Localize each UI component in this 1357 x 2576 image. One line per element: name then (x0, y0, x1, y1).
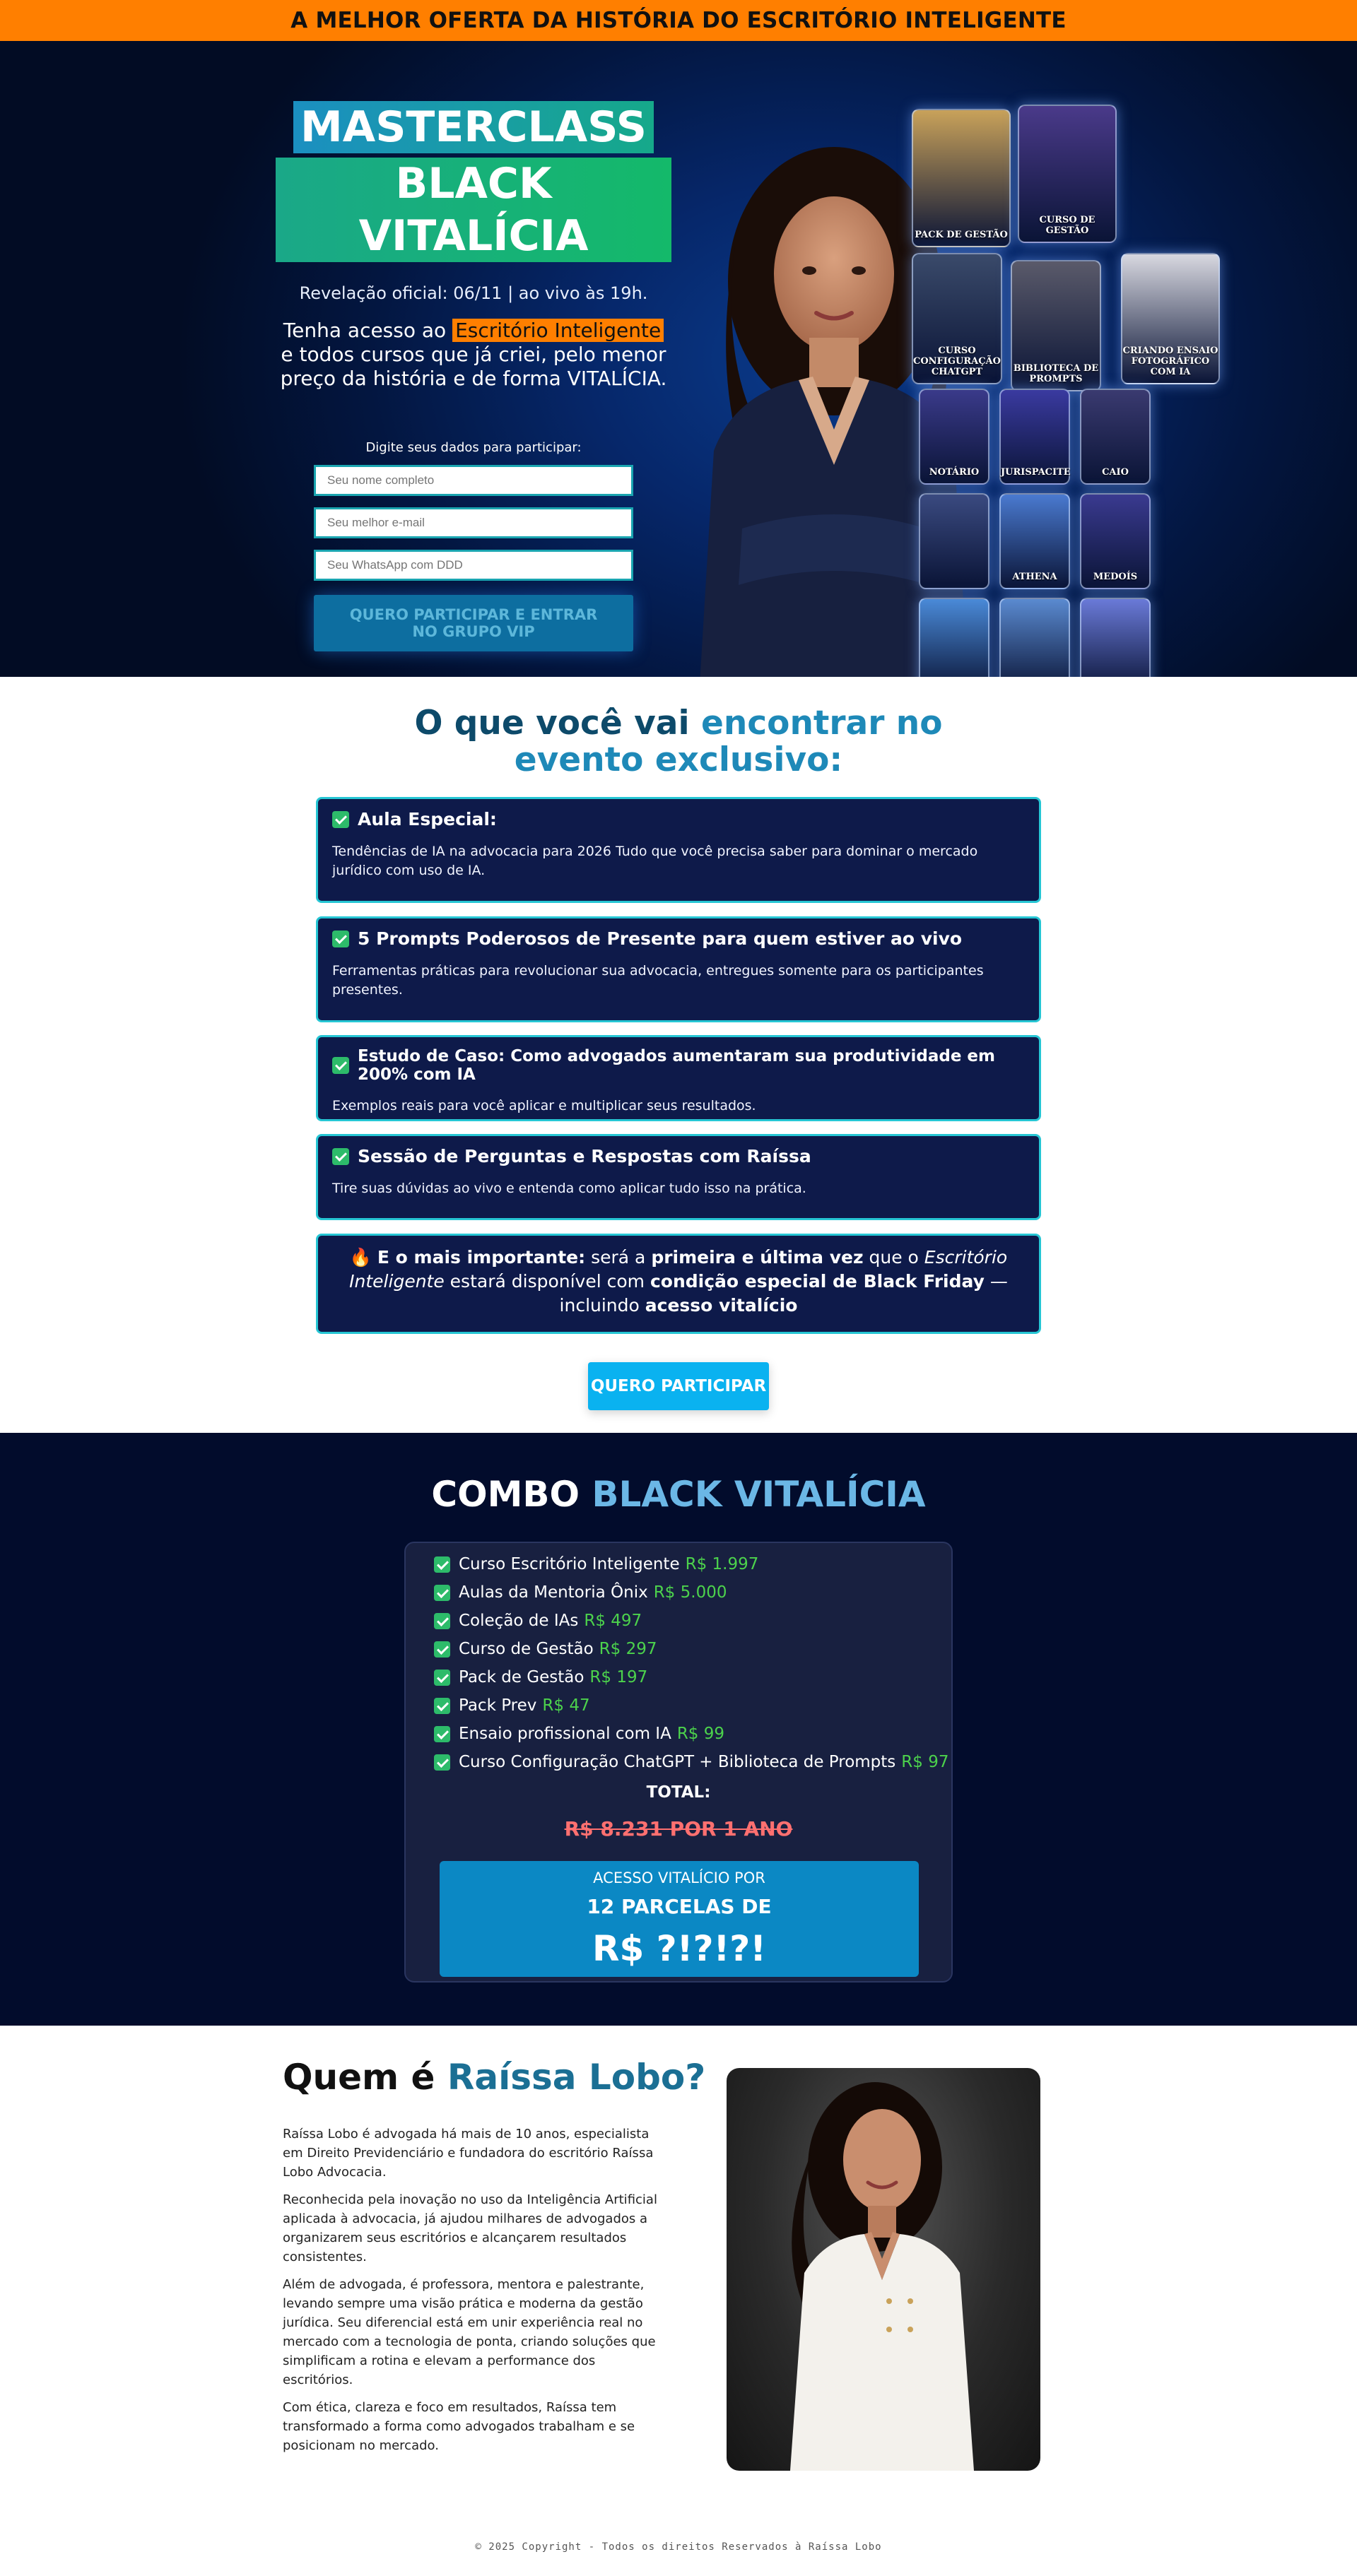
combo-item-name: Aulas da Mentoria Ônix (459, 1583, 648, 1602)
product-card-caption: NOTÁRIO (929, 467, 980, 478)
event-item-title-text: 5 Prompts Poderosos de Presente para quem estiver ao vivo (358, 928, 963, 949)
check-icon (434, 1585, 450, 1601)
check-icon (434, 1698, 450, 1714)
important-notice-box (316, 1234, 1041, 1334)
product-cards-collage (912, 105, 1251, 698)
form-label: Digite seus dados para participar: (365, 440, 582, 455)
about-paragraph: Reconhecida pela inovação no uso da Inteligência Artificial aplicada à advocacia, já ajudou milhares de advogados a organizarem seus escritórios e alcançarem resultados consistentes. (283, 2192, 657, 2264)
event-item-title (332, 1146, 1025, 1166)
check-icon (332, 930, 349, 947)
imp-t4: — incluindo (559, 1271, 1008, 1316)
combo-item-price: R$ 99 (676, 1725, 725, 1743)
combo-list-item (434, 1691, 949, 1720)
combo-item-list (434, 1550, 949, 1776)
check-icon (434, 1641, 450, 1658)
portrait-illustration (727, 2068, 1040, 2471)
product-card-caption: CURSO DE GESTÃO (1039, 215, 1095, 236)
product-card-caption: CURSO CONFIGURAÇÃO CHATGPT (913, 345, 1001, 377)
offer-line2: 12 PARCELAS DE (587, 1895, 772, 1918)
event-item-desc: Exemplos reais para você aplicar e multiplicar seus resultados. (332, 1098, 756, 1113)
event-item-title (332, 1047, 1025, 1084)
product-card (912, 109, 1011, 247)
event-item-3 (316, 1035, 1041, 1121)
event-item-desc: Tendências de IA na advocacia para 2026 Tudo que você precisa saber para dominar o mercado jurídico com uso de IA. (332, 844, 978, 878)
about-section (0, 2026, 1357, 2576)
event-content-section (0, 677, 1357, 1433)
combo-list-item (434, 1550, 949, 1578)
event-item-4 (316, 1134, 1041, 1220)
product-card-caption: CAIO (1102, 467, 1129, 478)
product-card (912, 253, 1002, 384)
about-text (283, 2125, 664, 2464)
imp-t3: estará disponível com (444, 1271, 650, 1292)
product-card (1011, 260, 1101, 391)
combo-title-blue: BLACK VITALÍCIA (592, 1474, 926, 1515)
event-item-title-text: Sessão de Perguntas e Respostas com Raíssa (358, 1146, 811, 1166)
hero-signup-column (276, 101, 671, 651)
title-part-dark: O que você vai (414, 704, 701, 743)
access-suffix: e todos cursos que já criei, pelo menor preço da história e de forma VITALÍCIA. (280, 343, 667, 390)
check-icon (434, 1556, 450, 1573)
about-paragraph: Além de advogada, é professora, mentora e palestrante, levando sempre uma visão prática e moderna da gestão jurídica. Seu diferencial está em unir experiência real no mercado com a tecnologia de ponta, criando soluções que simplificam a rotina e elevam a performance dos escritórios. (283, 2277, 656, 2387)
product-card (1080, 493, 1151, 589)
product-card (919, 389, 989, 485)
about-paragraph: Com ética, clareza e foco em resultados, Raíssa tem transformado a forma como advogados trabalham e se posicionam no mercado. (283, 2400, 635, 2453)
check-icon (434, 1670, 450, 1686)
combo-item-name: Coleção de IAs (459, 1612, 579, 1630)
whatsapp-input[interactable] (314, 550, 633, 581)
access-highlight: Escritório Inteligente (452, 319, 664, 342)
email-input[interactable] (314, 507, 633, 538)
combo-item-price: R$ 497 (584, 1612, 642, 1630)
combo-item-name: Ensaio profissional com IA (459, 1725, 671, 1743)
event-item-1 (316, 797, 1041, 903)
title-part-blue2: evento exclusivo: (514, 740, 843, 779)
combo-list-item (434, 1578, 949, 1607)
combo-item-name: Curso Configuração ChatGPT + Biblioteca de Prompts (459, 1753, 896, 1771)
check-icon (434, 1754, 450, 1771)
participate-button[interactable]: QUERO PARTICIPAR (588, 1362, 769, 1410)
combo-list-item (434, 1663, 949, 1691)
combo-list-item (434, 1607, 949, 1635)
event-section-title (0, 705, 1357, 779)
event-item-title (332, 809, 1025, 829)
check-icon (434, 1726, 450, 1742)
imp-bold1: E o mais importante: (377, 1247, 586, 1268)
event-item-title-text: Estudo de Caso: Como advogados aumentaram sua produtividade em 200% com IA (358, 1047, 995, 1084)
check-icon (434, 1613, 450, 1629)
event-item-2 (316, 916, 1041, 1022)
name-input[interactable] (314, 465, 633, 496)
event-item-title (332, 928, 1025, 949)
imp-bold4: acesso vitalício (645, 1295, 798, 1316)
about-portrait-photo (727, 2068, 1040, 2471)
combo-item-price: R$ 1.997 (685, 1555, 759, 1573)
event-item-desc: Ferramentas práticas para revolucionar sua advocacia, entregues somente para os participantes presentes. (332, 963, 984, 998)
footer-copyright: © 2025 Copyright - Todos os direitos Reservados à Raíssa Lobo (475, 2541, 882, 2553)
combo-title (0, 1474, 1357, 1515)
about-paragraph: Raíssa Lobo é advogada há mais de 10 anos, especialista em Direito Previdenciário e fundadora do escritório Raíssa Lobo Advocacia. (283, 2127, 654, 2180)
imp-bold2: primeira e última vez (651, 1247, 864, 1268)
product-card (1121, 253, 1220, 384)
product-card (1018, 105, 1117, 243)
combo-item-price: R$ 197 (589, 1668, 648, 1686)
combo-item-name: Curso Escritório Inteligente (459, 1555, 680, 1573)
hero-section (0, 41, 1357, 677)
product-card (999, 493, 1070, 589)
top-announcement-bar (0, 0, 1357, 41)
combo-card (404, 1542, 953, 1983)
imp-t2: que o (863, 1247, 924, 1268)
product-card-caption: JURISPACITE (1001, 467, 1071, 478)
combo-item-price: R$ 47 (542, 1696, 590, 1715)
product-card (919, 493, 989, 589)
hero-title-line1: MASTERCLASS (293, 101, 654, 153)
event-item-title-text: Aula Especial: (358, 809, 497, 829)
old-price: R$ 8.231 POR 1 ANO (564, 1817, 793, 1841)
about-title-dark: Quem é (283, 2057, 447, 2098)
product-card-caption: CRIANDO ENSAIO FOTOGRÁFICO COM IA (1122, 345, 1218, 377)
combo-list-item (434, 1748, 949, 1776)
product-card (1080, 389, 1151, 485)
top-announcement-text: A MELHOR OFERTA DA HISTÓRIA DO ESCRITÓRIO INTELIGENTE (290, 8, 1067, 33)
total-label: TOTAL: (646, 1783, 711, 1802)
event-item-desc: Tire suas dúvidas ao vivo e entenda como aplicar tudo isso na prática. (332, 1181, 806, 1196)
combo-item-price: R$ 5.000 (653, 1583, 727, 1602)
product-card-caption: MEDOÍS (1093, 572, 1138, 582)
imp-bold3: condição especial de Black Friday (650, 1271, 985, 1292)
hero-reveal-date: Revelação oficial: 06/11 | ao vivo às 19h. (299, 283, 648, 303)
offer-line1: ACESSO VITALÍCIO POR (593, 1869, 765, 1886)
imp-italic: Escritório Inteligente (349, 1247, 1008, 1292)
combo-section (0, 1433, 1357, 2026)
fire-icon: 🔥 (349, 1247, 372, 1268)
product-card-caption: BIBLIOTECA DE PROMPTS (1013, 363, 1099, 384)
combo-item-price: R$ 297 (599, 1640, 657, 1658)
combo-item-price: R$ 97 (901, 1753, 949, 1771)
product-card-caption: ATHENA (1012, 572, 1057, 582)
access-prefix: Tenha acesso ao (283, 319, 453, 342)
product-card (999, 389, 1070, 485)
combo-item-name: Pack Prev (459, 1696, 537, 1715)
lifetime-offer-box (440, 1861, 919, 1977)
imp-t1: será a (585, 1247, 652, 1268)
combo-item-name: Pack de Gestão (459, 1668, 584, 1686)
combo-title-white: COMBO (431, 1474, 592, 1515)
title-part-blue1: encontrar no (700, 704, 943, 743)
check-icon (332, 1148, 349, 1165)
check-icon (332, 1057, 349, 1074)
product-card-caption: PACK DE GESTÃO (915, 230, 1008, 240)
offer-price: R$ ?!?!?! (592, 1928, 767, 1969)
hero-access-text (276, 319, 671, 391)
about-title-blue: Raíssa Lobo? (447, 2057, 706, 2098)
join-vip-group-button[interactable]: QUERO PARTICIPAR E ENTRAR NO GRUPO VIP (314, 595, 633, 651)
check-icon (332, 811, 349, 828)
combo-list-item (434, 1720, 949, 1748)
about-title (283, 2057, 705, 2098)
hero-title-line2: BLACK VITALÍCIA (276, 158, 671, 262)
combo-list-item (434, 1635, 949, 1663)
combo-item-name: Curso de Gestão (459, 1640, 594, 1658)
